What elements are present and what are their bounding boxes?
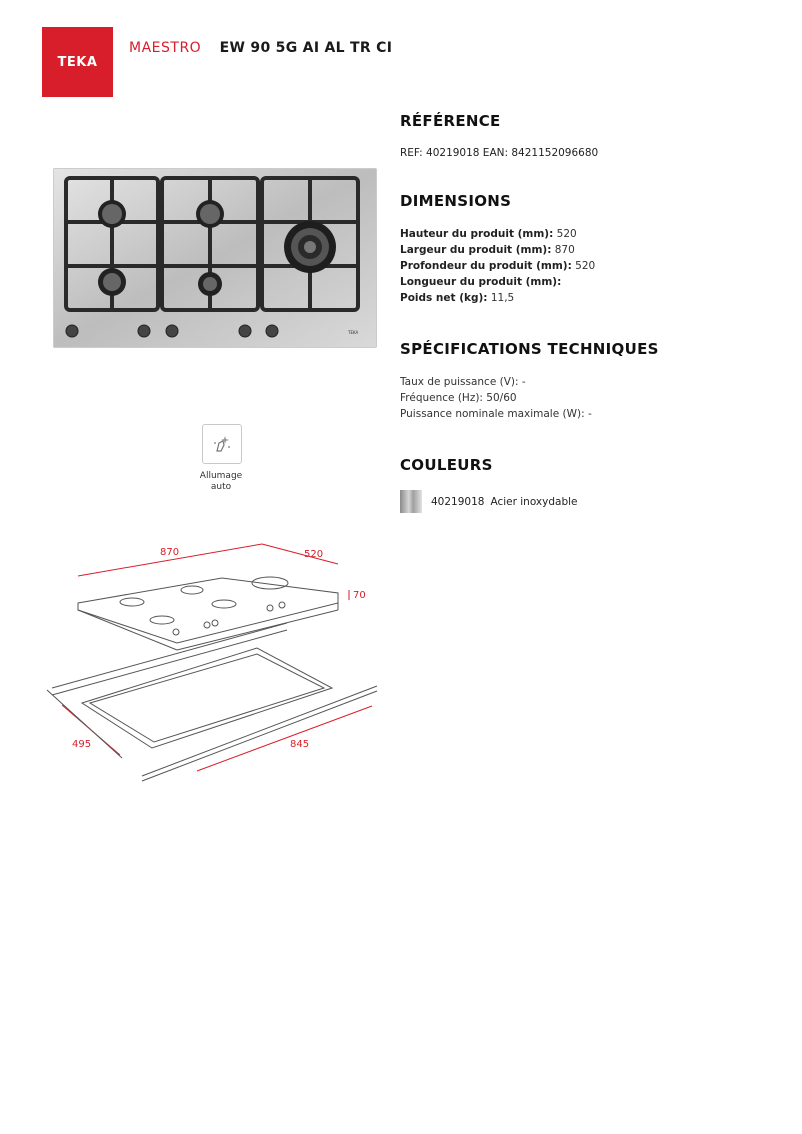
color-name: Acier inoxydable — [490, 495, 578, 508]
dim-height-label: 70 — [353, 590, 366, 601]
model-name: EW 90 5G AI AL TR CI — [219, 40, 393, 56]
header-title — [129, 40, 392, 56]
dim-width-label: 870 — [160, 547, 180, 558]
color-swatch — [400, 490, 422, 513]
product-photo — [42, 112, 378, 402]
reference-title: RÉFÉRENCE — [400, 112, 501, 130]
dimension-row: Largeur du produit (mm): 870 — [400, 244, 575, 256]
dimension-row: Hauteur du produit (mm): 520 — [400, 228, 577, 240]
reference-text: REF: 40219018 EAN: 8421152096680 — [400, 147, 599, 159]
feature-label: Allumage auto — [199, 471, 243, 492]
dimensions-title: DIMENSIONS — [400, 192, 512, 210]
specs-list — [400, 374, 592, 422]
dimensions-list — [400, 226, 595, 306]
ignition-icon — [209, 431, 235, 457]
dimension-row: Profondeur du produit (mm): 520 — [400, 260, 596, 272]
specs-title: SPÉCIFICATIONS TECHNIQUES — [400, 340, 659, 358]
spec-row: Fréquence (Hz): 50/60 — [400, 392, 517, 404]
spec-row: Taux de puissance (V): - — [400, 376, 526, 388]
collection-name: MAESTRO — [129, 40, 202, 56]
brand-logo: TEKA — [42, 27, 113, 97]
colors-title: COULEURS — [400, 456, 493, 474]
dim-cut-depth-label: 495 — [72, 739, 92, 750]
auto-ignition-badge — [202, 424, 242, 464]
dimension-row: Longueur du produit (mm): — [400, 276, 562, 288]
dim-depth-label: 520 — [304, 549, 324, 560]
color-code: 40219018 — [431, 495, 485, 508]
dimension-drawing — [42, 538, 382, 788]
dimension-row: Poids net (kg): 11,5 — [400, 292, 515, 304]
svg-text:TEKA: TEKA — [348, 330, 359, 335]
spec-row: Puissance nominale maximale (W): - — [400, 408, 592, 420]
color-item — [400, 490, 578, 513]
dim-cut-width-label: 845 — [290, 739, 310, 750]
